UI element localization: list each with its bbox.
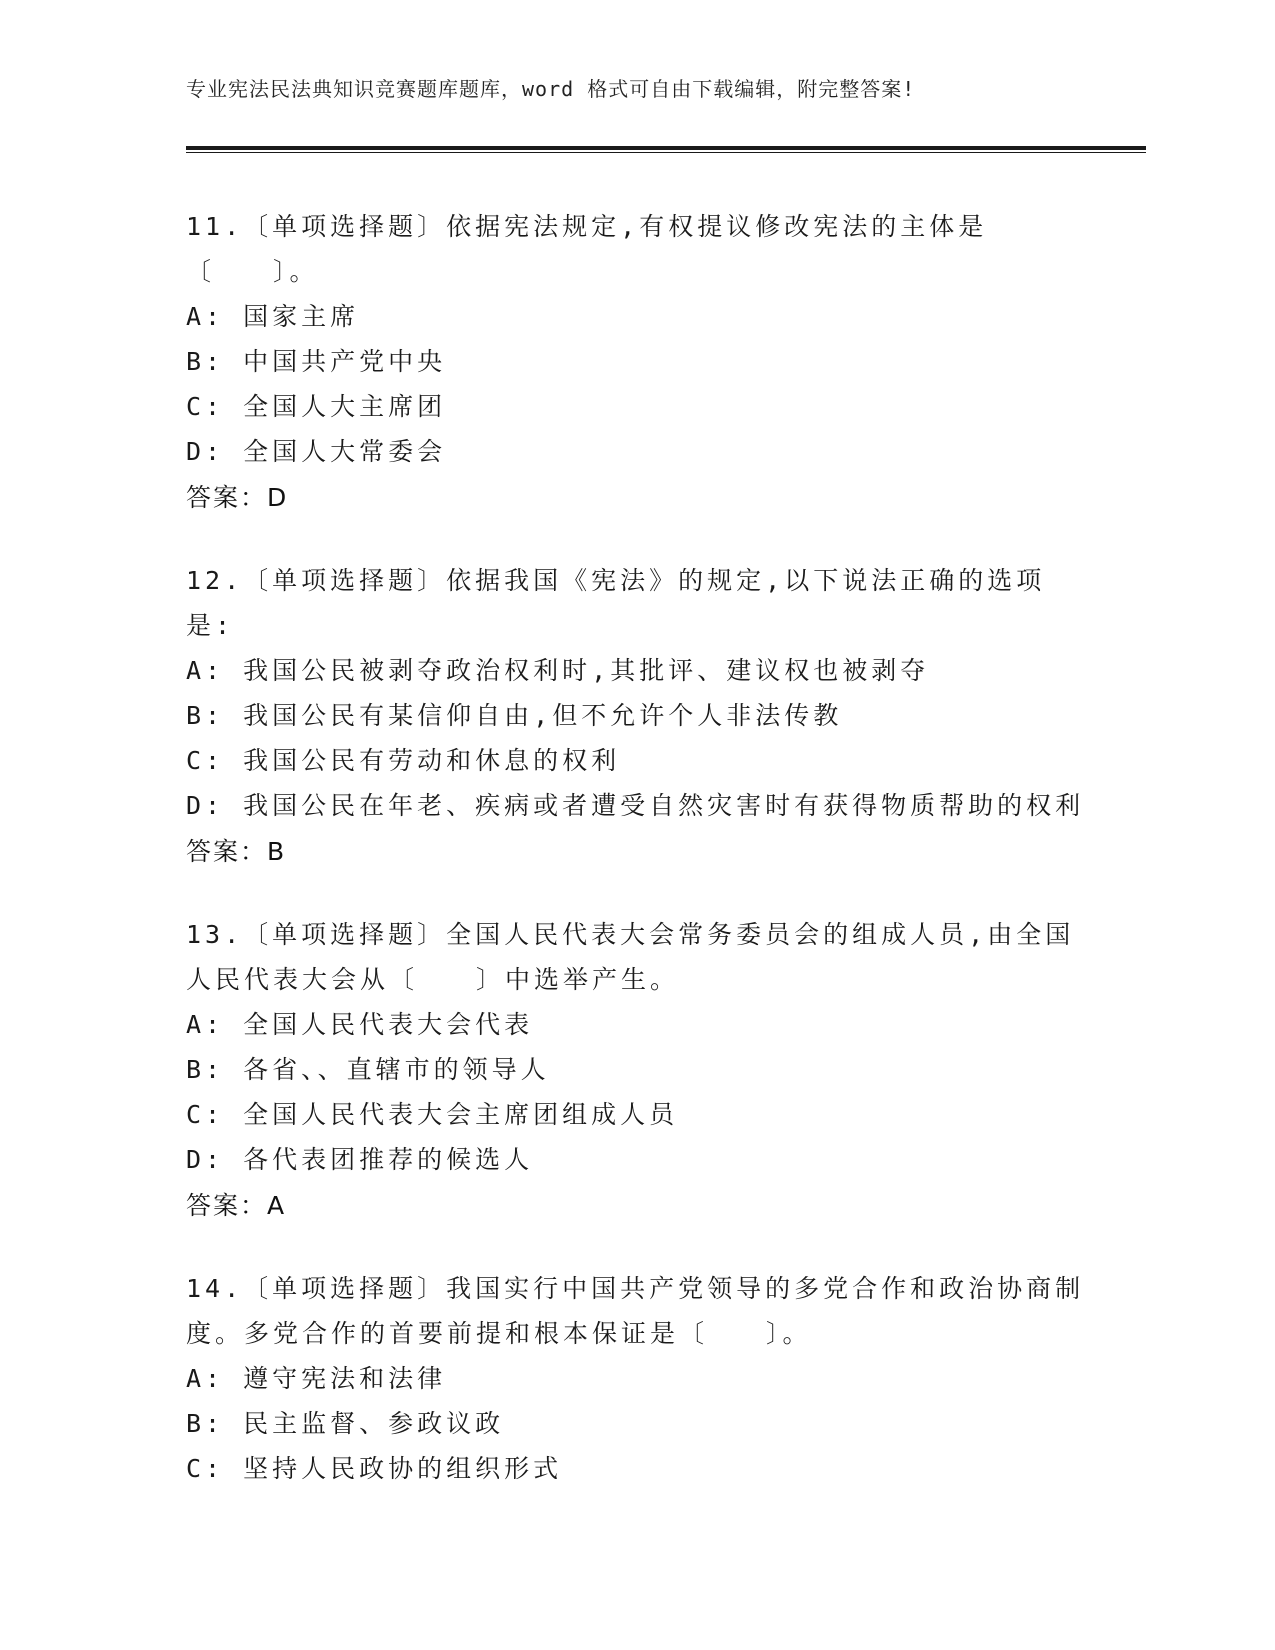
option-a: A: 遵守宪法和法律	[186, 1364, 447, 1393]
question-text: 13.〔单项选择题〕全国人民代表大会常务委员会的组成人员,由全国人民代表大会从〔 〕中选举产生。	[186, 920, 1075, 994]
option-c: C: 全国人大主席团	[186, 392, 447, 421]
question-14	[186, 1266, 1086, 1491]
answer-label: 答案：B	[186, 837, 287, 866]
question-text: 12.〔单项选择题〕依据我国《宪法》的规定,以下说法正确的选项是:	[186, 566, 1046, 640]
option-c: C: 我国公民有劳动和休息的权利	[186, 746, 621, 775]
question-11	[186, 204, 1086, 522]
page-header: 专业宪法民法典知识竞赛题库题库，word 格式可自由下载编辑，附完整答案!	[186, 77, 916, 101]
option-c: C: 全国人民代表大会主席团组成人员	[186, 1100, 679, 1129]
option-c: C: 坚持人民政协的组织形式	[186, 1454, 563, 1483]
option-b: B: 中国共产党中央	[186, 347, 447, 376]
option-d: D: 各代表团推荐的候选人	[186, 1145, 534, 1174]
answer-label: 答案：A	[186, 1191, 287, 1220]
question-13	[186, 912, 1086, 1230]
option-d: D: 我国公民在年老、疾病或者遭受自然灾害时有获得物质帮助的权利	[186, 791, 1085, 820]
option-a: A: 我国公民被剥夺政治权利时,其批评、建议权也被剥夺	[186, 656, 930, 685]
header-rule-thick	[186, 146, 1146, 150]
question-text: 11.〔单项选择题〕依据宪法规定,有权提议修改宪法的主体是〔 〕。	[186, 212, 988, 286]
option-a: A: 国家主席	[186, 302, 360, 331]
header-rule-thin	[186, 152, 1146, 153]
option-b: B: 我国公民有某信仰自由,但不允许个人非法传教	[186, 701, 843, 730]
question-text: 14.〔单项选择题〕我国实行中国共产党领导的多党合作和政治协商制度。多党合作的首要前提和根本保证是〔 〕。	[186, 1274, 1085, 1348]
question-12	[186, 558, 1086, 876]
answer-label: 答案：D	[186, 483, 289, 512]
option-b: B: 各省、、直辖市的领导人	[186, 1055, 550, 1084]
option-d: D: 全国人大常委会	[186, 437, 447, 466]
question-list	[186, 204, 1086, 1527]
option-b: B: 民主监督、参政议政	[186, 1409, 505, 1438]
option-a: A: 全国人民代表大会代表	[186, 1010, 534, 1039]
